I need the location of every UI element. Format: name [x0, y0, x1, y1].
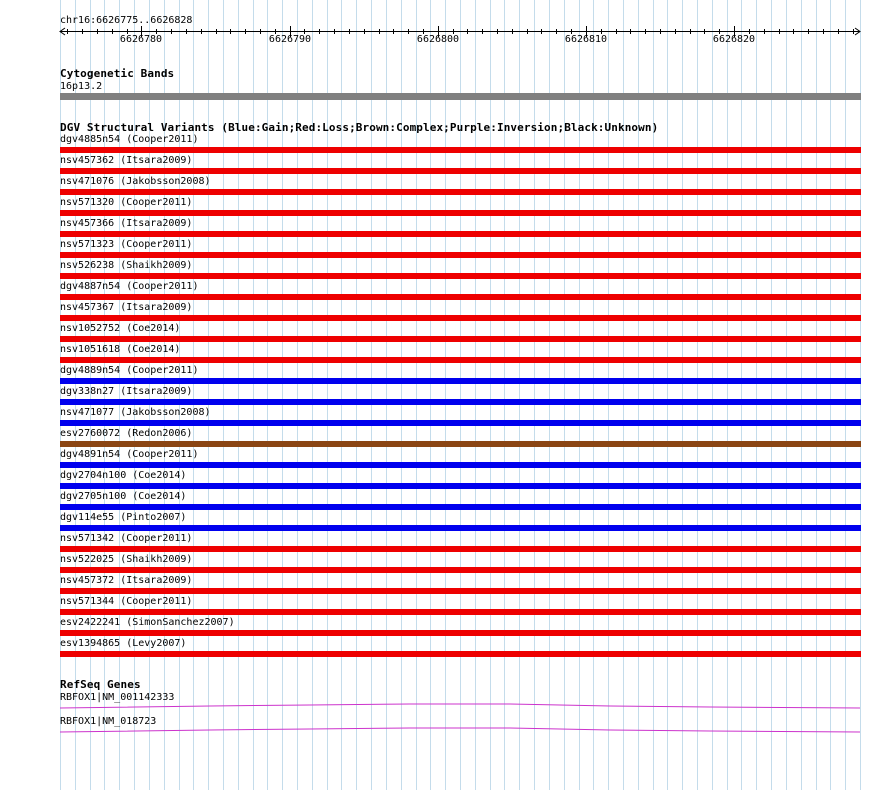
dgv-variant-label: dgv4889n54 (Cooper2011): [60, 365, 199, 376]
dgv-variant-bar[interactable]: [60, 630, 861, 636]
dgv-variant-bar[interactable]: [60, 273, 861, 279]
grid-line: [386, 0, 387, 790]
refseq-gene-label: RBFOX1|NM_018723: [60, 716, 157, 727]
ruler-tick-label: 6626800: [416, 34, 460, 45]
grid-line: [860, 0, 861, 790]
dgv-variant-label: nsv457362 (Itsara2009): [60, 155, 193, 166]
dgv-variant-bar[interactable]: [60, 420, 861, 426]
grid-line: [297, 0, 298, 790]
grid-line: [193, 0, 194, 790]
ruler-tick-label: 6626820: [712, 34, 756, 45]
grid-line: [653, 0, 654, 790]
dgv-variant-label: nsv571342 (Cooper2011): [60, 533, 193, 544]
dgv-variant-bar[interactable]: [60, 441, 861, 447]
grid-line: [667, 0, 668, 790]
dgv-variant-label: dgv338n27 (Itsara2009): [60, 386, 193, 397]
grid-line: [579, 0, 580, 790]
cytoband-bar[interactable]: [60, 93, 861, 100]
dgv-variant-label: nsv1051618 (Coe2014): [60, 344, 181, 355]
dgv-variant-bar[interactable]: [60, 651, 861, 657]
dgv-variant-bar[interactable]: [60, 168, 861, 174]
grid-line: [371, 0, 372, 790]
grid-line: [223, 0, 224, 790]
dgv-variant-label: nsv457366 (Itsara2009): [60, 218, 193, 229]
grid-line: [593, 0, 594, 790]
ruler-tick-label: 6626790: [268, 34, 312, 45]
dgv-variant-label: nsv571320 (Cooper2011): [60, 197, 193, 208]
grid-line: [534, 0, 535, 790]
dgv-variant-bar[interactable]: [60, 231, 861, 237]
grid-line: [638, 0, 639, 790]
grid-line: [327, 0, 328, 790]
grid-line: [519, 0, 520, 790]
dgv-variant-bar[interactable]: [60, 378, 861, 384]
dgv-variant-label: esv2760072 (Redon2006): [60, 428, 193, 439]
grid-line: [608, 0, 609, 790]
grid-line: [253, 0, 254, 790]
position-label: chr16:6626775..6626828: [60, 15, 193, 26]
grid-line: [504, 0, 505, 790]
dgv-variant-label: dgv114e55 (Pinto2007): [60, 512, 187, 523]
grid-line: [460, 0, 461, 790]
grid-line: [771, 0, 772, 790]
dgv-variant-bar[interactable]: [60, 315, 861, 321]
dgv-variant-label: nsv571323 (Cooper2011): [60, 239, 193, 250]
grid-line: [623, 0, 624, 790]
dgv-variant-bar[interactable]: [60, 294, 861, 300]
dgv-variant-label: esv1394865 (Levy2007): [60, 638, 187, 649]
grid-line: [416, 0, 417, 790]
dgv-variant-label: nsv526238 (Shaikh2009): [60, 260, 193, 271]
ruler-tick-label: 6626810: [564, 34, 608, 45]
dgv-variant-label: dgv4891n54 (Cooper2011): [60, 449, 199, 460]
grid-line: [712, 0, 713, 790]
dgv-variant-bar[interactable]: [60, 357, 861, 363]
dgv-variant-bar[interactable]: [60, 483, 861, 489]
dgv-variant-bar[interactable]: [60, 336, 861, 342]
dgv-variant-label: nsv457372 (Itsara2009): [60, 575, 193, 586]
dgv-variant-label: dgv4887n54 (Cooper2011): [60, 281, 199, 292]
dgv-variant-bar[interactable]: [60, 567, 861, 573]
cytoband-track-title: Cytogenetic Bands: [60, 67, 175, 80]
dgv-variant-label: nsv522025 (Shaikh2009): [60, 554, 193, 565]
refseq-track-title: RefSeq Genes: [60, 678, 141, 691]
dgv-variant-label: nsv471077 (Jakobsson2008): [60, 407, 211, 418]
grid-line: [238, 0, 239, 790]
grid-line: [430, 0, 431, 790]
grid-line: [682, 0, 683, 790]
dgv-variant-bar[interactable]: [60, 189, 861, 195]
grid-line: [401, 0, 402, 790]
dgv-variant-bar[interactable]: [60, 546, 861, 552]
dgv-variant-bar[interactable]: [60, 399, 861, 405]
dgv-variant-bar[interactable]: [60, 462, 861, 468]
grid-line: [845, 0, 846, 790]
dgv-variant-bar[interactable]: [60, 147, 861, 153]
grid-line: [549, 0, 550, 790]
dgv-variant-bar[interactable]: [60, 609, 861, 615]
grid-line: [830, 0, 831, 790]
grid-line: [267, 0, 268, 790]
dgv-variant-label: nsv1052752 (Coe2014): [60, 323, 181, 334]
dgv-variant-bar[interactable]: [60, 504, 861, 510]
dgv-variant-bar[interactable]: [60, 252, 861, 258]
grid-line: [786, 0, 787, 790]
refseq-gene-label: RBFOX1|NM_001142333: [60, 692, 175, 703]
cytoband-label: 16p13.2: [60, 81, 103, 92]
grid-line: [756, 0, 757, 790]
grid-line: [697, 0, 698, 790]
dgv-variant-label: dgv2705n100 (Coe2014): [60, 491, 187, 502]
dgv-variant-label: nsv457367 (Itsara2009): [60, 302, 193, 313]
ruler-tick-label: 6626780: [119, 34, 163, 45]
grid-line: [741, 0, 742, 790]
dgv-variant-label: esv2422241 (SimonSanchez2007): [60, 617, 235, 628]
dgv-variant-bar[interactable]: [60, 210, 861, 216]
grid-line: [208, 0, 209, 790]
grid-line: [801, 0, 802, 790]
grid-line: [816, 0, 817, 790]
grid-line: [475, 0, 476, 790]
grid-line: [282, 0, 283, 790]
dgv-variant-bar[interactable]: [60, 588, 861, 594]
grid-line: [445, 0, 446, 790]
grid-line: [356, 0, 357, 790]
grid-line: [341, 0, 342, 790]
grid-line: [312, 0, 313, 790]
dgv-variant-label: nsv571344 (Cooper2011): [60, 596, 193, 607]
dgv-variant-label: nsv471076 (Jakobsson2008): [60, 176, 211, 187]
dgv-variant-label: dgv4885n54 (Cooper2011): [60, 134, 199, 145]
grid-line: [490, 0, 491, 790]
grid-line: [564, 0, 565, 790]
dgv-variant-bar[interactable]: [60, 525, 861, 531]
grid-line: [727, 0, 728, 790]
dgv-variant-label: dgv2704n100 (Coe2014): [60, 470, 187, 481]
dgv-track-title: DGV Structural Variants (Blue:Gain;Red:Loss;Brown:Complex;Purple:Inversion;Black:Unknown): [60, 121, 659, 134]
